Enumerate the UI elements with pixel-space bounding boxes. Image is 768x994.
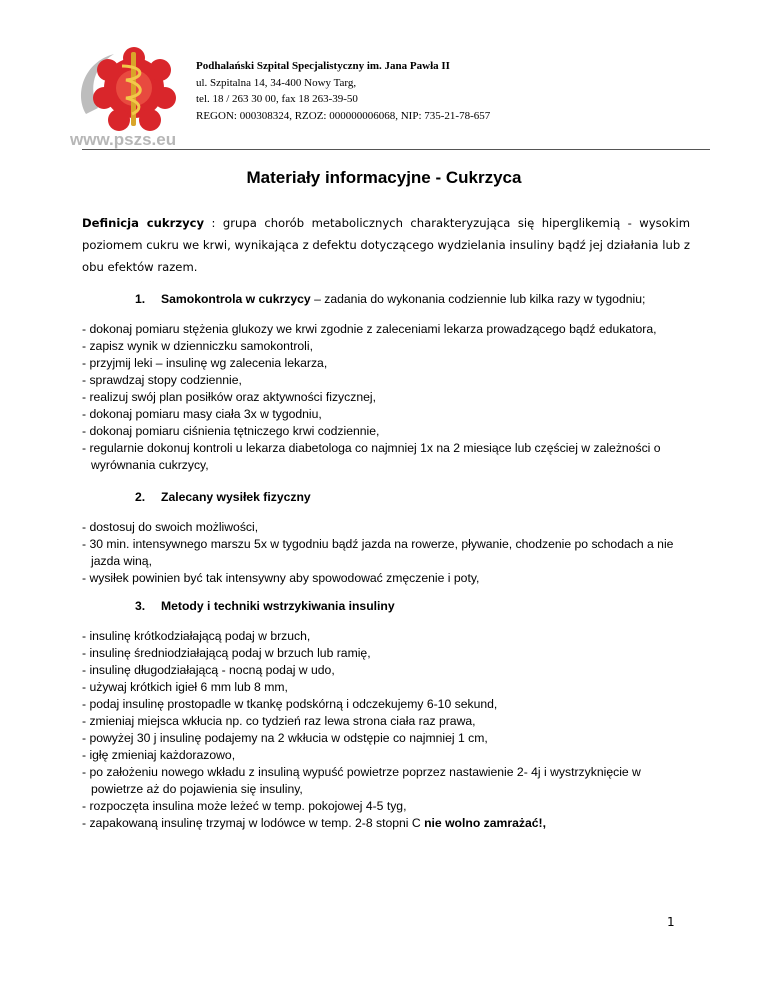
list-item: - zapisz wynik w dzienniczku samokontroli, xyxy=(82,339,313,353)
hospital-registry: REGON: 000308324, RZOZ: 000000006068, NIP: 735-21-78-657 xyxy=(196,109,491,122)
section-1-list xyxy=(82,321,694,474)
section-number: 1. xyxy=(135,292,146,306)
section-subtitle: – zadania do wykonania codziennie lub kilka razy w tygodniu; xyxy=(310,292,646,306)
header-divider xyxy=(82,149,710,150)
letterhead xyxy=(196,58,716,124)
list-item: - przyjmij leki – insulinę wg zalecenia lekarza, xyxy=(82,356,328,370)
list-item: - insulinę długodziałającą - nocną podaj w udo, xyxy=(82,663,335,677)
list-item: - dokonaj pomiaru stężenia glukozy we krwi zgodnie z zaleceniami lekarza prowadzącego bądź edukatora, xyxy=(82,322,657,336)
section-title: Metody i techniki wstrzykiwania insuliny xyxy=(161,599,395,613)
definition-text: : grupa chorób metabolicznych charakteryzująca się hiperglikemią - wysokim poziomem cukru we krwi, wynikająca z defektu dotyczącego wydzielania insuliny bądź jej działania lub z obu efektów razem. xyxy=(82,216,690,274)
list-item: - powyżej 30 j insulinę podajemy na 2 wkłucia w odstępie co najmniej 1 cm, xyxy=(82,731,488,745)
list-item: - podaj insulinę prostopadle w tkankę podskórną i odczekujemy 6-10 sekund, xyxy=(82,697,498,711)
logo-text: www.pszs.eu xyxy=(70,130,177,149)
hospital-logo xyxy=(64,44,189,152)
hospital-address: ul. Szpitalna 14, 34-400 Nowy Targ, xyxy=(196,76,357,89)
list-item xyxy=(82,815,694,832)
list-item: - regularnie dokonuj kontroli u lekarza diabetologa co najmniej 1x na 2 miesiące lub częściej w zależności o wyrównania cukrzycy, xyxy=(82,441,661,472)
section-2-list xyxy=(82,519,694,587)
list-item: - rozpoczęta insulina może leżeć w temp. pokojowej 4-5 tyg, xyxy=(82,799,407,813)
section-3-list xyxy=(82,628,694,832)
hospital-name: Podhalański Szpital Specjalistyczny im. Jana Pawła II xyxy=(196,60,450,72)
list-item: - wysiłek powinien być tak intensywny aby spowodować zmęczenie i poty, xyxy=(82,571,480,585)
list-item: - dostosuj do swoich możliwości, xyxy=(82,520,259,534)
section-title: Samokontrola w cukrzycy xyxy=(161,292,311,306)
list-item: - dokonaj pomiaru masy ciała 3x w tygodniu, xyxy=(82,407,322,421)
warning-text: nie wolno zamrażać!, xyxy=(424,816,546,830)
section-number: 3. xyxy=(135,599,146,613)
logo-emblem xyxy=(81,47,176,131)
list-item: - używaj krótkich igieł 6 mm lub 8 mm, xyxy=(82,680,288,694)
document-title: Materiały informacyjne - Cukrzyca xyxy=(246,168,522,187)
definition-paragraph xyxy=(82,212,690,278)
list-item: - po założeniu nowego wkładu z insuliną wypuść powietrze poprzez nastawienie 2- 4j i wystrzyknięcie w powietrze aż do pojawienia się insuliny, xyxy=(82,765,641,796)
list-item: - insulinę średniodziałającą podaj w brzuch lub ramię, xyxy=(82,646,371,660)
list-item-text: - zapakowaną insulinę trzymaj w lodówce w temp. 2-8 stopni C xyxy=(82,816,425,830)
section-number: 2. xyxy=(135,490,146,504)
hospital-phone: tel. 18 / 263 30 00, fax 18 263-39-50 xyxy=(196,93,358,105)
page-number: 1 xyxy=(667,915,675,929)
list-item: - dokonaj pomiaru ciśnienia tętniczego krwi codziennie, xyxy=(82,424,380,438)
definition-term: Definicja cukrzycy xyxy=(82,216,205,230)
section-title: Zalecany wysiłek fizyczny xyxy=(161,490,311,504)
list-item: - 30 min. intensywnego marszu 5x w tygodniu bądź jazda na rowerze, pływanie, chodzenie po schodach a nie jazda winą, xyxy=(82,537,674,568)
list-item: - sprawdzaj stopy codziennie, xyxy=(82,373,242,387)
list-item: - insulinę krótkodziałającą podaj w brzuch, xyxy=(82,629,311,643)
list-item: - igłę zmieniaj każdorazowo, xyxy=(82,748,236,762)
list-item: - realizuj swój plan posiłków oraz aktywności fizycznej, xyxy=(82,390,376,404)
list-item: - zmieniaj miejsca wkłucia np. co tydzień raz lewa strona ciała raz prawa, xyxy=(82,714,476,728)
